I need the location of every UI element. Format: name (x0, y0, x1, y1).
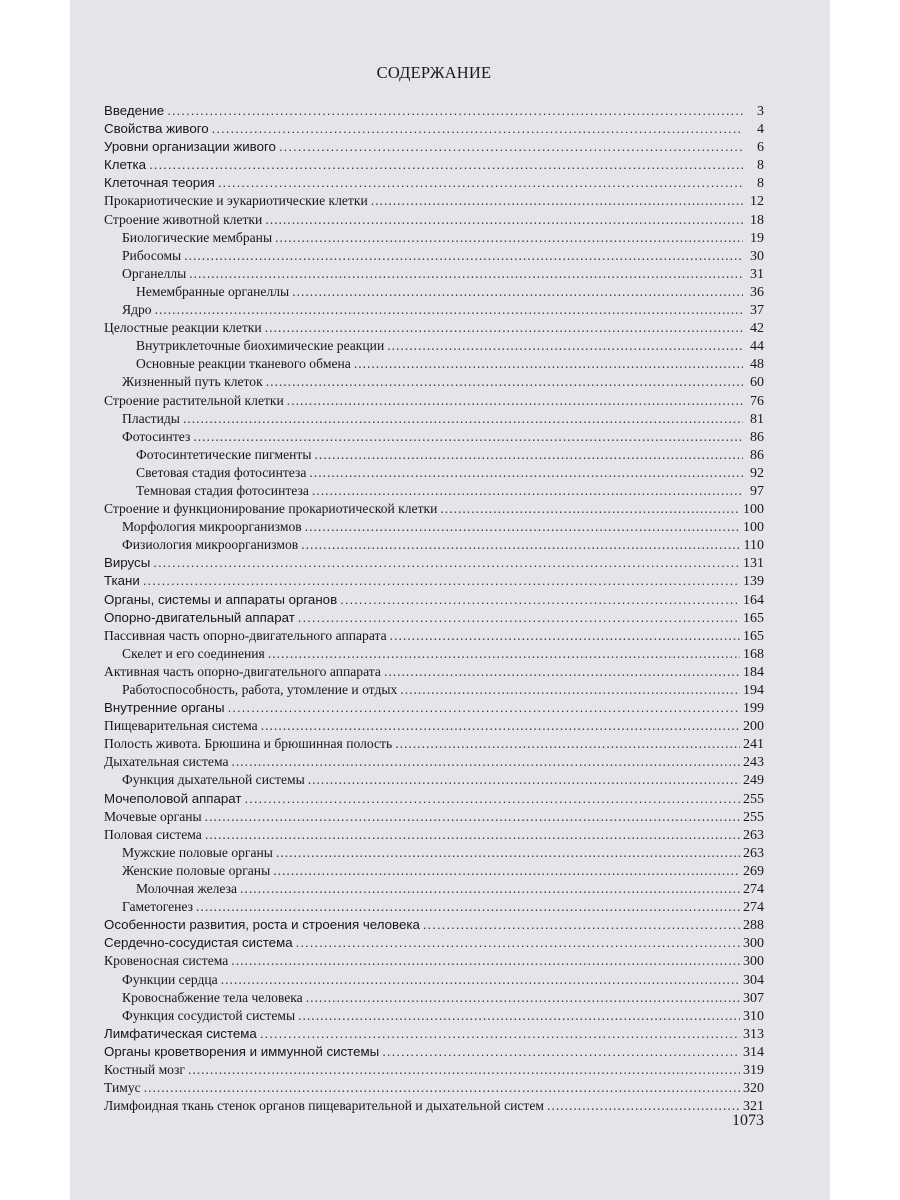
toc-entry-title: Кровеносная система (104, 953, 229, 969)
toc-entry-title: Физиология микроорганизмов (122, 537, 299, 553)
toc-entry (104, 699, 764, 717)
dot-leader (143, 572, 740, 590)
toc-entry-page: 304 (743, 972, 764, 988)
toc-entry (104, 536, 764, 554)
dot-leader (275, 229, 743, 247)
toc-entry-title: Мочевые органы (104, 808, 202, 824)
toc-entry (104, 464, 764, 482)
toc-entry-page: 37 (750, 303, 764, 319)
toc-entry-page: 241 (743, 737, 764, 753)
toc-entry-title: Внутриклеточные биохимические реакции (136, 338, 385, 354)
dot-leader (231, 952, 740, 970)
toc-entry-page: 92 (750, 465, 764, 481)
toc-entry (104, 717, 764, 735)
dot-leader (315, 446, 743, 464)
dot-leader (371, 192, 743, 210)
dot-leader (309, 464, 743, 482)
dot-leader (340, 591, 740, 609)
toc-entry-page: 139 (743, 574, 764, 590)
toc-entry-title: Биологические мембраны (122, 229, 273, 245)
dot-leader (400, 681, 740, 699)
toc-entry-page: 321 (743, 1099, 764, 1115)
toc-entry (104, 898, 764, 916)
toc-entry (104, 663, 764, 681)
toc-entry-page: 199 (743, 701, 764, 717)
toc-entry-page: 97 (750, 483, 764, 499)
toc-entry-title: Внутренние органы (104, 700, 225, 716)
toc-entry (104, 355, 764, 373)
toc-entry-title: Рибосомы (122, 247, 182, 263)
toc-entry-title: Дыхательная система (104, 754, 229, 770)
toc-entry-title: Фотосинтез (122, 428, 191, 444)
toc-entry-title: Ядро (122, 302, 152, 318)
toc-entry-title: Тимус (104, 1080, 141, 1096)
toc-entry (104, 916, 764, 934)
toc-entry-title: Функция дыхательной системы (122, 772, 305, 788)
dot-leader (221, 971, 740, 989)
dot-leader (298, 1007, 740, 1025)
dot-leader (312, 482, 743, 500)
dot-leader (354, 355, 743, 373)
toc-entry-title: Уровни организации живого (104, 139, 276, 155)
dot-leader (423, 916, 740, 934)
toc-entry-title: Строение животной клетки (104, 211, 263, 227)
toc-entry (104, 645, 764, 663)
toc-entry-title: Кровоснабжение тела человека (122, 989, 303, 1005)
toc-entry (104, 808, 764, 826)
toc-entry-page: 30 (750, 248, 764, 264)
toc-entry-title: Активная часть опорно-двигательного аппарата (104, 663, 381, 679)
dot-leader (266, 373, 743, 391)
dot-leader (395, 735, 740, 753)
dot-leader (390, 627, 740, 645)
dot-leader (305, 518, 740, 536)
toc-entry-title: Пассивная часть опорно-двигательного аппарата (104, 627, 387, 643)
dot-leader (298, 609, 740, 627)
dot-leader (218, 174, 743, 192)
toc-entry-page: 110 (743, 538, 764, 554)
dot-leader (231, 753, 740, 771)
table-of-contents (104, 102, 764, 1115)
toc-entry-title: Жизненный путь клеток (122, 374, 263, 390)
toc-entry-page: 100 (743, 520, 764, 536)
toc-entry-title: Органеллы (122, 265, 187, 281)
toc-entry-page: 12 (750, 194, 764, 210)
dot-leader (244, 790, 740, 808)
toc-entry-page: 8 (757, 158, 764, 174)
dot-leader (440, 500, 740, 518)
toc-entry-title: Скелет и его соединения (122, 645, 265, 661)
toc-entry-title: Строение растительной клетки (104, 392, 284, 408)
toc-entry-title: Работоспособность, работа, утомление и отдых (122, 682, 398, 697)
toc-entry-page: 165 (743, 628, 764, 644)
toc-entry-page: 243 (743, 755, 764, 771)
toc-entry (104, 790, 764, 808)
toc-entry (104, 572, 764, 590)
toc-entry-page: 48 (750, 357, 764, 373)
dot-leader (308, 771, 740, 789)
toc-entry-title: Особенности развития, роста и строения человека (104, 917, 420, 933)
toc-entry (104, 735, 764, 753)
toc-entry-page: 31 (750, 266, 764, 282)
dot-leader (384, 663, 740, 681)
toc-entry (104, 229, 764, 247)
toc-entry-page: 60 (750, 375, 764, 391)
toc-entry-page: 319 (743, 1062, 764, 1078)
toc-entry-title: Половая система (104, 826, 202, 842)
toc-entry-page: 6 (757, 140, 764, 156)
toc-entry-title: Клеточная теория (104, 175, 215, 191)
toc-entry-page: 131 (743, 556, 764, 572)
book-page (70, 0, 830, 1200)
dot-leader (301, 536, 740, 554)
toc-entry-page: 255 (743, 791, 764, 807)
toc-entry-page: 200 (743, 719, 764, 735)
toc-entry-page: 18 (750, 212, 764, 228)
toc-entry-title: Вирусы (104, 555, 151, 571)
toc-entry (104, 482, 764, 500)
toc-entry (104, 844, 764, 862)
toc-entry-page: 3 (757, 104, 764, 119)
toc-entry-page: 42 (750, 321, 764, 337)
toc-entry-page: 274 (743, 882, 764, 898)
toc-entry-title: Фотосинтетические пигменты (136, 446, 312, 462)
toc-entry (104, 609, 764, 627)
toc-entry (104, 1079, 764, 1097)
dot-leader (144, 1079, 740, 1097)
toc-entry (104, 319, 764, 337)
dot-leader (212, 120, 743, 138)
dot-leader (183, 410, 743, 428)
toc-entry (104, 446, 764, 464)
toc-entry-page: 100 (743, 502, 764, 518)
toc-entry-title: Органы кроветворения и иммунной системы (104, 1043, 380, 1059)
page-number: 1073 (732, 1112, 764, 1129)
toc-entry-page: 81 (750, 411, 764, 427)
toc-entry-title: Функция сосудистой системы (122, 1007, 296, 1023)
toc-entry-page: 86 (750, 429, 764, 445)
dot-leader (287, 392, 743, 410)
dot-leader (547, 1097, 740, 1115)
toc-entry-title: Морфология микроорганизмов (122, 519, 302, 535)
toc-entry (104, 174, 764, 192)
toc-entry-title: Функции сердца (122, 971, 218, 987)
dot-leader (387, 337, 743, 355)
toc-entry (104, 301, 764, 319)
toc-entry-page: 274 (743, 900, 764, 916)
toc-entry-title: Лимфоидная ткань стенок органов пищеварительной и дыхательной систем (104, 1098, 545, 1114)
dot-leader (260, 1025, 740, 1043)
dot-leader (228, 699, 740, 717)
toc-entry (104, 102, 764, 120)
toc-entry-title: Темновая стадия фотосинтеза (136, 482, 309, 498)
toc-entry (104, 1025, 764, 1043)
dot-leader (268, 645, 740, 663)
toc-entry-page: 164 (743, 592, 764, 608)
toc-entry (104, 771, 764, 789)
toc-entry (104, 934, 764, 952)
toc-entry (104, 500, 764, 518)
toc-entry (104, 1097, 764, 1115)
toc-entry (104, 989, 764, 1007)
toc-entry (104, 1043, 764, 1061)
toc-entry (104, 1007, 764, 1025)
dot-leader (184, 247, 743, 265)
toc-entry-title: Полость живота. Брюшина и брюшинная полость (104, 736, 393, 752)
toc-entry-page: 263 (743, 845, 764, 861)
toc-entry-title: Прокариотические и эукариотические клетки (104, 193, 368, 209)
dot-leader (265, 211, 743, 229)
dot-leader (382, 1043, 740, 1061)
toc-entry-title: Клетка (104, 157, 147, 173)
toc-entry (104, 826, 764, 844)
page-title: СОДЕРЖАНИЕ (376, 63, 492, 82)
dot-leader (265, 319, 743, 337)
dot-leader (193, 428, 743, 446)
toc-entry (104, 1061, 764, 1079)
toc-entry-title: Мочеполовой аппарат (104, 790, 242, 806)
toc-entry-page: 44 (750, 339, 764, 355)
toc-entry (104, 211, 764, 229)
toc-entry (104, 428, 764, 446)
toc-entry-title: Опорно-двигательный аппарат (104, 609, 295, 625)
toc-entry-page: 19 (750, 230, 764, 246)
dot-leader (276, 844, 740, 862)
toc-entry-title: Основные реакции тканевого обмена (136, 356, 351, 372)
dot-leader (153, 554, 740, 572)
toc-entry-page: 165 (743, 610, 764, 626)
toc-entry-page: 288 (743, 918, 764, 934)
toc-entry-page: 263 (743, 827, 764, 843)
dot-leader (273, 862, 740, 880)
toc-entry (104, 518, 764, 536)
toc-entry (104, 156, 764, 174)
toc-entry-title: Целостные реакции клетки (104, 320, 262, 336)
dot-leader (196, 898, 740, 916)
toc-entry-title: Женские половые органы (122, 862, 271, 878)
dot-leader (279, 138, 743, 156)
toc-entry-page: 194 (743, 683, 764, 698)
toc-entry (104, 971, 764, 989)
toc-entry-page: 4 (757, 122, 764, 138)
toc-entry-title: Пищеварительная система (104, 718, 258, 734)
toc-entry-page: 36 (750, 284, 764, 300)
toc-entry-title: Гаметогенез (122, 899, 194, 915)
toc-entry-page: 310 (743, 1008, 764, 1024)
dot-leader (149, 156, 743, 174)
toc-entry (104, 283, 764, 301)
toc-entry-title: Костный мозг (104, 1061, 185, 1077)
toc-entry-title: Пластиды (122, 410, 180, 426)
toc-entry-title: Световая стадия фотосинтеза (136, 464, 307, 480)
dot-leader (306, 989, 740, 1007)
dot-leader (292, 283, 743, 301)
toc-entry (104, 554, 764, 572)
dot-leader (261, 717, 740, 735)
toc-entry-page: 307 (743, 990, 764, 1006)
toc-entry-page: 313 (743, 1026, 764, 1042)
dot-leader (189, 265, 743, 283)
toc-entry (104, 265, 764, 283)
toc-entry (104, 337, 764, 355)
toc-entry-title: Свойства живого (104, 121, 209, 137)
toc-entry-title: Лимфатическая система (104, 1025, 257, 1041)
toc-entry-page: 314 (743, 1044, 764, 1060)
toc-entry (104, 880, 764, 898)
toc-entry (104, 591, 764, 609)
toc-entry-title: Введение (104, 103, 165, 118)
toc-entry-page: 249 (743, 773, 764, 789)
toc-entry-page: 300 (743, 936, 764, 952)
toc-entry-title: Строение и функционирование прокариотической клетки (104, 501, 438, 517)
toc-entry-page: 76 (750, 393, 764, 409)
toc-entry-page: 8 (757, 176, 764, 192)
toc-entry (104, 138, 764, 156)
toc-entry (104, 862, 764, 880)
toc-entry-title: Молочная железа (136, 881, 238, 897)
toc-entry (104, 192, 764, 210)
toc-entry (104, 373, 764, 391)
toc-entry-page: 269 (743, 863, 764, 879)
toc-entry-title: Органы, системы и аппараты органов (104, 591, 338, 607)
dot-leader (155, 301, 743, 319)
toc-entry-page: 300 (743, 954, 764, 970)
toc-entry-page: 184 (743, 664, 764, 680)
dot-leader (205, 808, 740, 826)
dot-leader (296, 934, 740, 952)
toc-entry-title: Сердечно-сосудистая система (104, 935, 293, 951)
toc-entry-title: Немембранные органеллы (136, 283, 290, 299)
toc-entry (104, 392, 764, 410)
toc-entry-page: 255 (743, 809, 764, 825)
toc-entry-page: 168 (743, 646, 764, 662)
toc-entry-title: Ткани (104, 573, 140, 589)
toc-entry (104, 753, 764, 771)
dot-leader (167, 102, 743, 120)
dot-leader (240, 880, 740, 898)
toc-entry-page: 320 (743, 1081, 764, 1097)
toc-entry-page: 86 (750, 447, 764, 463)
toc-entry (104, 120, 764, 138)
dot-leader (188, 1061, 740, 1079)
toc-entry-title: Мужские половые органы (122, 844, 273, 860)
dot-leader (205, 826, 740, 844)
toc-entry (104, 247, 764, 265)
toc-entry (104, 952, 764, 970)
toc-entry (104, 627, 764, 645)
toc-entry (104, 681, 764, 699)
toc-entry (104, 410, 764, 428)
